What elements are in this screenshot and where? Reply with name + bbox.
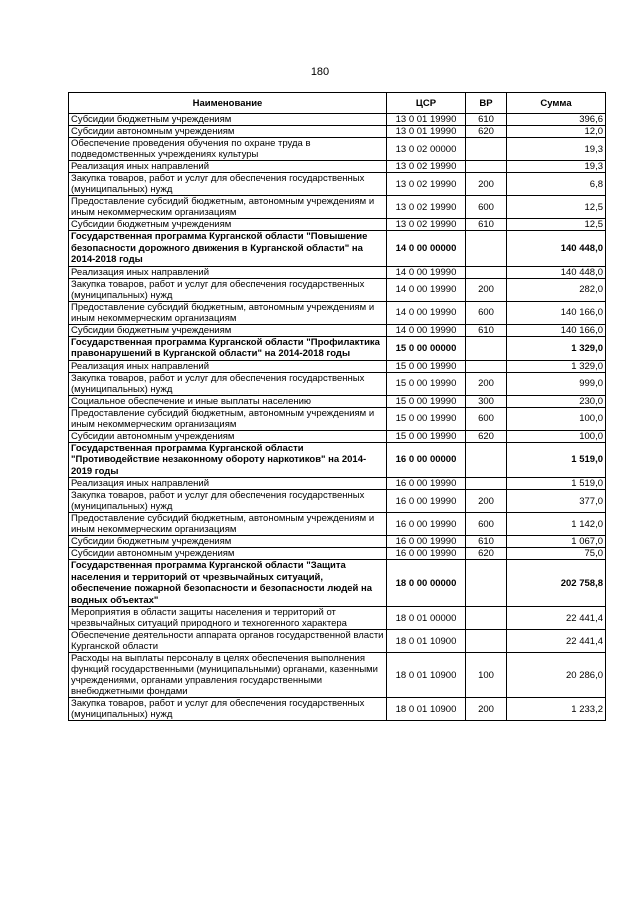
cell-sum: 1 067,0 (507, 536, 606, 548)
cell-name: Государственная программа Курганской области "Повышение безопасности дорожного движения в Курганской области" на 2014-2018 годы (69, 231, 387, 267)
table-row (69, 548, 606, 560)
cell-csr: 13 0 01 19990 (387, 126, 466, 138)
table-row (69, 266, 606, 278)
table-row (69, 490, 606, 513)
cell-vr: 610 (466, 324, 507, 336)
table-row (69, 324, 606, 336)
cell-vr: 610 (466, 536, 507, 548)
cell-name: Мероприятия в области защиты населения и территорий от чрезвычайных ситуаций природного и техногенного характера (69, 607, 387, 630)
cell-vr: 620 (466, 126, 507, 138)
cell-vr: 600 (466, 301, 507, 324)
cell-name: Субсидии автономным учреждениям (69, 430, 387, 442)
cell-vr (466, 607, 507, 630)
cell-vr (466, 478, 507, 490)
table-row (69, 126, 606, 138)
cell-csr: 18 0 01 00000 (387, 607, 466, 630)
cell-name: Субсидии бюджетным учреждениям (69, 536, 387, 548)
cell-sum: 100,0 (507, 407, 606, 430)
table-row (69, 372, 606, 395)
cell-sum: 12,5 (507, 219, 606, 231)
table-row (69, 653, 606, 698)
cell-name: Государственная программа Курганской области "Противодействие незаконному обороту наркотиков" на 2014-2019 годы (69, 442, 387, 478)
cell-vr (466, 161, 507, 173)
cell-sum: 12,0 (507, 126, 606, 138)
cell-csr: 16 0 00 19990 (387, 478, 466, 490)
table-row (69, 138, 606, 161)
cell-csr: 14 0 00 00000 (387, 231, 466, 267)
table-row (69, 560, 606, 607)
cell-name: Субсидии бюджетным учреждениям (69, 219, 387, 231)
cell-sum: 12,5 (507, 196, 606, 219)
header-vr: ВР (466, 93, 507, 114)
cell-sum: 999,0 (507, 372, 606, 395)
cell-sum: 1 329,0 (507, 360, 606, 372)
cell-sum: 140 166,0 (507, 301, 606, 324)
cell-vr: 200 (466, 698, 507, 721)
table-row (69, 219, 606, 231)
cell-csr: 15 0 00 19990 (387, 360, 466, 372)
cell-vr: 200 (466, 173, 507, 196)
cell-sum: 22 441,4 (507, 607, 606, 630)
table-row (69, 536, 606, 548)
cell-name: Закупка товаров, работ и услуг для обеспечения государственных (муниципальных) нужд (69, 173, 387, 196)
cell-name: Субсидии автономным учреждениям (69, 126, 387, 138)
cell-name: Реализация иных направлений (69, 360, 387, 372)
cell-name: Обеспечение деятельности аппарата органов государственной власти Курганской области (69, 630, 387, 653)
table-row (69, 478, 606, 490)
cell-vr (466, 266, 507, 278)
cell-name: Расходы на выплаты персоналу в целях обеспечения выполнения функций государственными (муниципальными) органами, казенными учреждениями, органами управления государственными внебюджетными фондами (69, 653, 387, 698)
cell-vr: 610 (466, 219, 507, 231)
cell-sum: 6,8 (507, 173, 606, 196)
cell-csr: 16 0 00 19990 (387, 548, 466, 560)
cell-name: Государственная программа Курганской области "Защита населения и территорий от чрезвычайных ситуаций, обеспечение пожарной безопасности и безопасности людей на водных объектах" (69, 560, 387, 607)
cell-vr (466, 138, 507, 161)
cell-name: Предоставление субсидий бюджетным, автономным учреждениям и иным некоммерческим организациям (69, 513, 387, 536)
cell-vr (466, 630, 507, 653)
cell-csr: 14 0 00 19990 (387, 266, 466, 278)
table-header-row (69, 93, 606, 114)
table-row (69, 231, 606, 267)
cell-csr: 13 0 02 00000 (387, 138, 466, 161)
cell-sum: 202 758,8 (507, 560, 606, 607)
table-row (69, 630, 606, 653)
header-name: Наименование (69, 93, 387, 114)
cell-name: Закупка товаров, работ и услуг для обеспечения государственных (муниципальных) нужд (69, 278, 387, 301)
cell-csr: 15 0 00 19990 (387, 407, 466, 430)
cell-vr: 200 (466, 372, 507, 395)
cell-sum: 230,0 (507, 395, 606, 407)
cell-csr: 18 0 01 10900 (387, 630, 466, 653)
table-row (69, 442, 606, 478)
table-row (69, 607, 606, 630)
cell-sum: 396,6 (507, 114, 606, 126)
cell-name: Реализация иных направлений (69, 478, 387, 490)
cell-sum: 19,3 (507, 138, 606, 161)
cell-csr: 15 0 00 00000 (387, 336, 466, 360)
cell-name: Закупка товаров, работ и услуг для обеспечения государственных (муниципальных) нужд (69, 698, 387, 721)
cell-vr (466, 231, 507, 267)
cell-vr: 620 (466, 548, 507, 560)
cell-csr: 16 0 00 19990 (387, 536, 466, 548)
table-row (69, 196, 606, 219)
cell-sum: 22 441,4 (507, 630, 606, 653)
cell-csr: 16 0 00 19990 (387, 513, 466, 536)
cell-name: Закупка товаров, работ и услуг для обеспечения государственных (муниципальных) нужд (69, 372, 387, 395)
table-row (69, 430, 606, 442)
cell-csr: 15 0 00 19990 (387, 372, 466, 395)
cell-sum: 1 329,0 (507, 336, 606, 360)
table-row (69, 698, 606, 721)
cell-vr (466, 442, 507, 478)
header-csr: ЦСР (387, 93, 466, 114)
table-row (69, 395, 606, 407)
cell-name: Социальное обеспечение и иные выплаты населению (69, 395, 387, 407)
cell-vr: 600 (466, 407, 507, 430)
table-row (69, 336, 606, 360)
cell-vr (466, 336, 507, 360)
cell-name: Субсидии бюджетным учреждениям (69, 114, 387, 126)
cell-vr: 200 (466, 490, 507, 513)
cell-csr: 18 0 01 10900 (387, 698, 466, 721)
cell-vr (466, 360, 507, 372)
cell-sum: 140 448,0 (507, 266, 606, 278)
page-number: 180 (310, 66, 330, 78)
cell-sum: 19,3 (507, 161, 606, 173)
cell-csr: 15 0 00 19990 (387, 430, 466, 442)
cell-csr: 13 0 02 19990 (387, 173, 466, 196)
cell-csr: 13 0 01 19990 (387, 114, 466, 126)
cell-name: Субсидии бюджетным учреждениям (69, 324, 387, 336)
cell-sum: 1 233,2 (507, 698, 606, 721)
cell-vr: 600 (466, 513, 507, 536)
cell-sum: 1 142,0 (507, 513, 606, 536)
header-sum: Сумма (507, 93, 606, 114)
cell-vr (466, 560, 507, 607)
cell-vr: 610 (466, 114, 507, 126)
table-row (69, 513, 606, 536)
cell-sum: 100,0 (507, 430, 606, 442)
table-row (69, 360, 606, 372)
table-row (69, 161, 606, 173)
cell-csr: 16 0 00 19990 (387, 490, 466, 513)
cell-sum: 1 519,0 (507, 478, 606, 490)
cell-name: Обеспечение проведения обучения по охране труда в подведомственных учреждениях культуры (69, 138, 387, 161)
cell-sum: 377,0 (507, 490, 606, 513)
cell-sum: 140 448,0 (507, 231, 606, 267)
cell-name: Предоставление субсидий бюджетным, автономным учреждениям и иным некоммерческим организациям (69, 407, 387, 430)
cell-vr: 620 (466, 430, 507, 442)
cell-vr: 600 (466, 196, 507, 219)
table-row (69, 114, 606, 126)
cell-csr: 13 0 02 19990 (387, 161, 466, 173)
cell-csr: 14 0 00 19990 (387, 324, 466, 336)
cell-sum: 1 519,0 (507, 442, 606, 478)
cell-csr: 16 0 00 00000 (387, 442, 466, 478)
cell-vr: 200 (466, 278, 507, 301)
table-row (69, 278, 606, 301)
cell-name: Субсидии автономным учреждениям (69, 548, 387, 560)
table-row (69, 301, 606, 324)
cell-name: Реализация иных направлений (69, 266, 387, 278)
table-row (69, 407, 606, 430)
cell-csr: 15 0 00 19990 (387, 395, 466, 407)
budget-table (68, 92, 606, 721)
cell-vr: 300 (466, 395, 507, 407)
cell-sum: 282,0 (507, 278, 606, 301)
cell-csr: 14 0 00 19990 (387, 278, 466, 301)
cell-name: Реализация иных направлений (69, 161, 387, 173)
cell-name: Предоставление субсидий бюджетным, автономным учреждениям и иным некоммерческим организациям (69, 301, 387, 324)
cell-sum: 140 166,0 (507, 324, 606, 336)
cell-csr: 18 0 01 10900 (387, 653, 466, 698)
cell-sum: 75,0 (507, 548, 606, 560)
cell-csr: 13 0 02 19990 (387, 196, 466, 219)
cell-vr: 100 (466, 653, 507, 698)
table-body (69, 114, 606, 721)
cell-csr: 14 0 00 19990 (387, 301, 466, 324)
cell-csr: 18 0 00 00000 (387, 560, 466, 607)
cell-sum: 20 286,0 (507, 653, 606, 698)
cell-name: Государственная программа Курганской области "Профилактика правонарушений в Курганской области" на 2014-2018 годы (69, 336, 387, 360)
cell-csr: 13 0 02 19990 (387, 219, 466, 231)
cell-name: Закупка товаров, работ и услуг для обеспечения государственных (муниципальных) нужд (69, 490, 387, 513)
cell-name: Предоставление субсидий бюджетным, автономным учреждениям и иным некоммерческим организациям (69, 196, 387, 219)
table-row (69, 173, 606, 196)
